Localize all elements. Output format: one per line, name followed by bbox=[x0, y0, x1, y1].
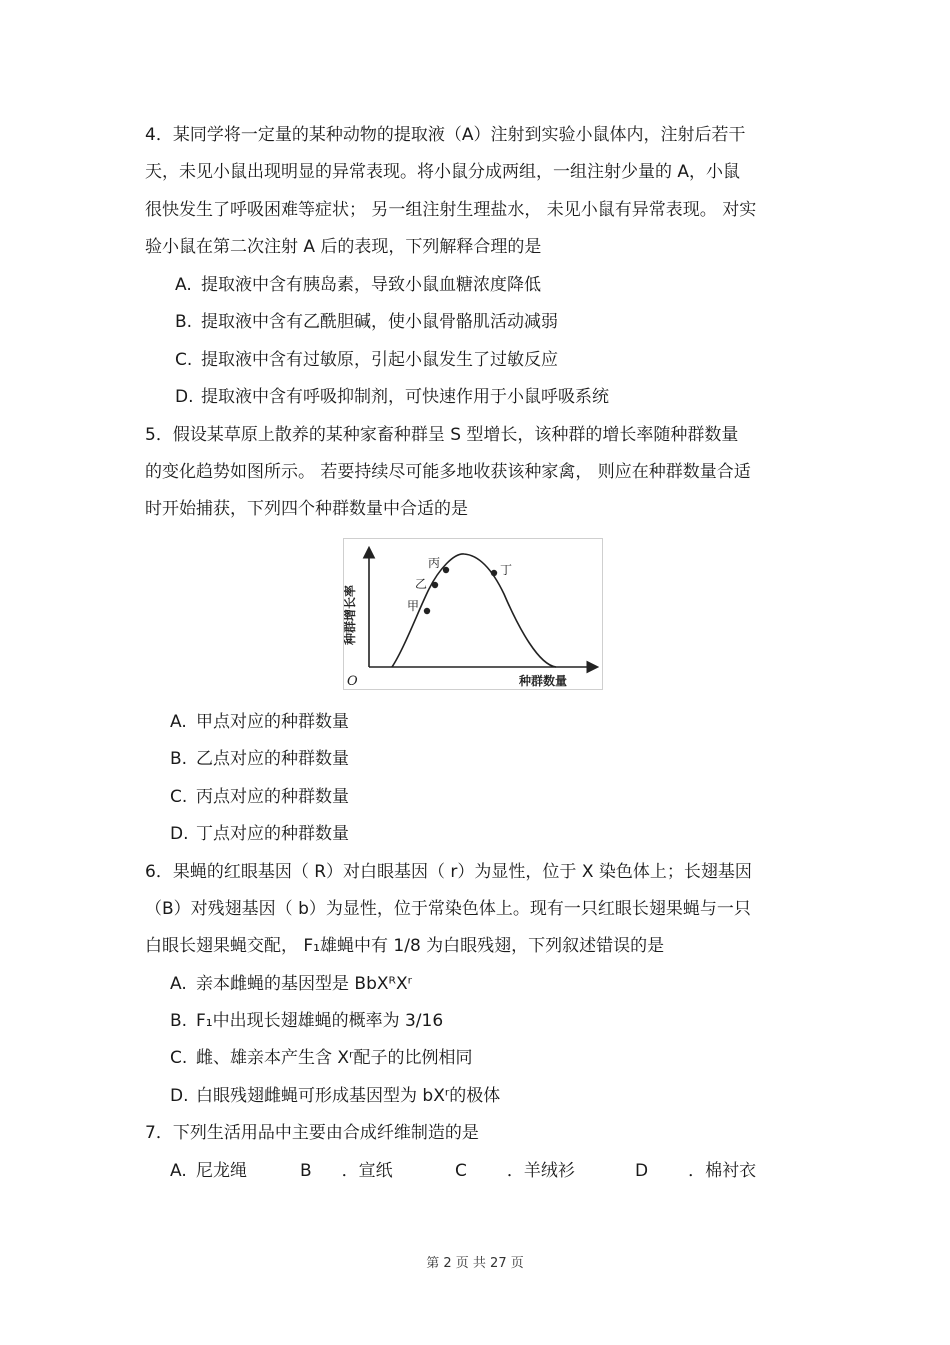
q4-stem-line-2: 天，未见小鼠出现明显的异常表现。将小鼠分成两组，一组注射少量的 A，小鼠 bbox=[145, 162, 741, 182]
growth-rate-chart bbox=[343, 538, 603, 690]
option-label: C. bbox=[175, 350, 193, 370]
option-label: A. bbox=[170, 712, 187, 732]
q7-option-b bbox=[300, 1160, 455, 1182]
q7-stem: 7．下列生活用品中主要由合成纤维制造的是 bbox=[145, 1123, 479, 1143]
option-text: 尼龙绳 bbox=[196, 1161, 247, 1181]
option-text: 乙点对应的种群数量 bbox=[196, 749, 349, 769]
point-ding bbox=[491, 570, 497, 576]
y-axis-label: 种群增长率 bbox=[344, 584, 357, 645]
point-yi bbox=[432, 582, 438, 588]
point-label-jia: 甲 bbox=[407, 599, 420, 613]
option-text: 白眼残翅雌蝇可形成基因型为 bXʳ的极体 bbox=[196, 1086, 501, 1106]
q4-option-c bbox=[175, 349, 558, 371]
point-label-bing: 丙 bbox=[428, 556, 441, 570]
q6-option-b bbox=[170, 1010, 443, 1032]
q6-stem-line-3: 白眼长翅果蝇交配， F₁雄蝇中有 1/8 为白眼残翅，下列叙述错误的是 bbox=[145, 936, 665, 956]
q4-option-d bbox=[175, 386, 609, 408]
q7-option-d bbox=[635, 1160, 756, 1182]
q5-option-b bbox=[170, 748, 349, 770]
option-text: 丁点对应的种群数量 bbox=[196, 824, 349, 844]
option-text: ．棉衬衣 bbox=[688, 1161, 757, 1181]
option-text: 丙点对应的种群数量 bbox=[196, 787, 349, 807]
growth-rate-chart-svg bbox=[344, 539, 602, 689]
option-label: C. bbox=[170, 787, 188, 807]
x-axis-label: 种群数量 bbox=[519, 674, 568, 688]
option-label: D. bbox=[175, 387, 194, 407]
option-label: C bbox=[455, 1161, 467, 1181]
page-footer: 第 2 页 共 27 页 bbox=[426, 1256, 524, 1271]
q6-option-a bbox=[170, 973, 412, 995]
option-text: 雌、雄亲本产生含 Xʳ配子的比例相同 bbox=[196, 1048, 473, 1068]
point-jia bbox=[424, 608, 430, 614]
q7-option-c bbox=[455, 1160, 635, 1182]
option-text: 提取液中含有胰岛素，导致小鼠血糖浓度降低 bbox=[201, 275, 541, 295]
option-label: D. bbox=[170, 1086, 189, 1106]
option-label: B. bbox=[170, 749, 188, 769]
option-text: ．宣纸 bbox=[341, 1161, 393, 1181]
q6-option-d bbox=[170, 1085, 500, 1107]
q5-stem-line-2: 的变化趋势如图所示。 若要持续尽可能多地收获该种家禽， 则应在种群数量合适 bbox=[145, 462, 751, 482]
option-text: F₁中出现长翅雄蝇的概率为 3/16 bbox=[196, 1011, 444, 1031]
option-label: A. bbox=[170, 1161, 187, 1181]
option-text: 甲点对应的种群数量 bbox=[196, 712, 349, 732]
point-label-yi: 乙 bbox=[415, 577, 428, 591]
option-label: B bbox=[300, 1161, 312, 1181]
option-label: B. bbox=[175, 312, 193, 332]
q6-stem-line-1: 6．果蝇的红眼基因（ R）对白眼基因（ r）为显性，位于 X 染色体上；长翅基因 bbox=[145, 862, 752, 882]
q5-stem-line-3: 时开始捕获，下列四个种群数量中合适的是 bbox=[145, 499, 468, 519]
q6-option-c bbox=[170, 1047, 472, 1069]
q4-option-b bbox=[175, 311, 558, 333]
q7-options-row bbox=[170, 1160, 756, 1182]
point-bing bbox=[443, 567, 449, 573]
q5-option-c bbox=[170, 786, 349, 808]
q4-option-a bbox=[175, 274, 541, 296]
option-label: B. bbox=[170, 1011, 188, 1031]
option-text: 亲本雌蝇的基因型是 BbXᴿXʳ bbox=[196, 974, 412, 994]
q4-stem-line-3: 很快发生了呼吸困难等症状； 另一组注射生理盐水， 未见小鼠有异常表现。 对实 bbox=[145, 200, 757, 220]
option-label: D bbox=[635, 1161, 649, 1181]
q5-option-d bbox=[170, 823, 349, 845]
q7-option-a bbox=[170, 1160, 300, 1182]
q4-stem-line-4: 验小鼠在第二次注射 A 后的表现，下列解释合理的是 bbox=[145, 237, 542, 257]
point-label-ding: 丁 bbox=[500, 563, 513, 577]
option-text: 提取液中含有呼吸抑制剂，可快速作用于小鼠呼吸系统 bbox=[201, 387, 609, 407]
q5-option-a bbox=[170, 711, 349, 733]
q4-stem-line-1: 4．某同学将一定量的某种动物的提取液（A）注射到实验小鼠体内，注射后若干 bbox=[145, 125, 746, 145]
option-text: ．羊绒衫 bbox=[506, 1161, 575, 1181]
option-label: A. bbox=[175, 275, 192, 295]
q6-stem-line-2: （B）对残翅基因（ b）为显性，位于常染色体上。现有一只红眼长翅果蝇与一只 bbox=[145, 899, 751, 919]
q5-stem-line-1: 5．假设某草原上散养的某种家畜种群呈 S 型增长，该种群的增长率随种群数量 bbox=[145, 425, 739, 445]
option-label: A. bbox=[170, 974, 187, 994]
option-text: 提取液中含有过敏原，引起小鼠发生了过敏反应 bbox=[201, 350, 558, 370]
option-label: D. bbox=[170, 824, 189, 844]
option-text: 提取液中含有乙酰胆碱，使小鼠骨骼肌活动减弱 bbox=[201, 312, 558, 332]
option-label: C. bbox=[170, 1048, 188, 1068]
origin-label: O bbox=[347, 674, 358, 689]
